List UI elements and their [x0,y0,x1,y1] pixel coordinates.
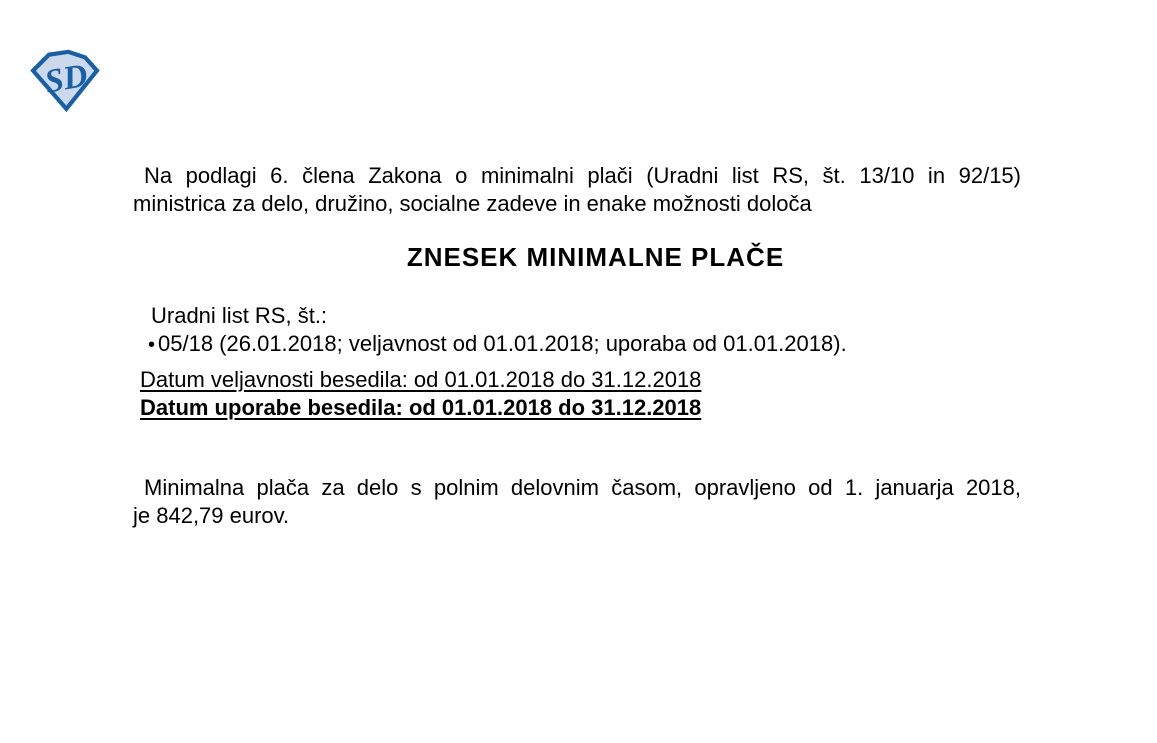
sd-logo [28,47,102,113]
gazette-list-item [148,330,1033,359]
gazette-section [133,302,1033,359]
usage-date-line: Datum uporabe besedila: od 01.01.2018 do 31.12.2018 [140,395,702,420]
validity-date-line: Datum veljavnosti besedila: od 01.01.2018 do 31.12.2018 [140,367,702,392]
gazette-heading: Uradni list RS, št.: [151,303,328,328]
intro-line-2: ministrica za delo, družino, socialne zadeve in enake možnosti določa [133,191,812,216]
bullet-icon: • [148,334,156,356]
minimum-wage-paragraph [133,474,1021,530]
intro-paragraph [133,162,1021,218]
logo-letters: SD [41,56,91,101]
validity-section [140,366,1040,422]
wage-line-1: Minimalna plača za delo s polnim delovnim časom, opravljeno od 1. januarja 2018, [144,475,1021,500]
gazette-item-text: 05/18 (26.01.2018; veljavnost od 01.01.2018; uporaba od 01.01.2018). [158,331,847,356]
document-title: ZNESEK MINIMALNE PLAČE [406,242,785,272]
wage-line-2: je 842,79 eurov. [133,503,290,528]
intro-line-1: Na podlagi 6. člena Zakona o minimalni plači (Uradni list RS, št. 13/10 in 92/15) [144,163,1021,188]
